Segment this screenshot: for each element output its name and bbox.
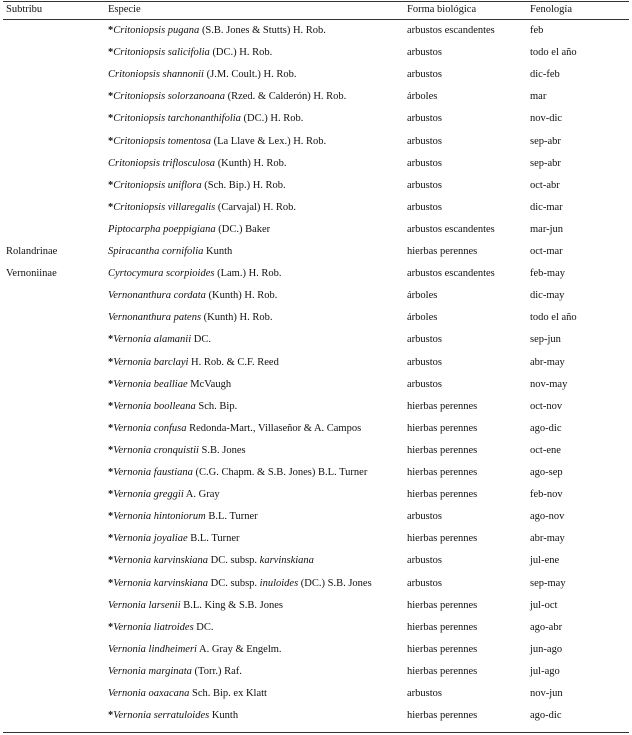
table-row: [0, 617, 632, 639]
species-name: Vernonanthura patens: [108, 312, 202, 324]
table-row: [0, 131, 632, 153]
header-forma-biologica: Forma biológica: [407, 4, 477, 15]
cell-forma-biologica: arbustos: [407, 201, 442, 213]
cell-especie: [108, 197, 296, 219]
cell-forma-biologica: arbustos escandentes: [407, 268, 495, 280]
species-name: Critoniopsis tarchonanthifolia: [113, 113, 241, 125]
subspecies-name: inuloides: [259, 577, 299, 589]
cell-forma-biologica: árboles: [407, 312, 438, 324]
cell-fenologia: ago-nov: [530, 511, 565, 523]
cell-especie: [108, 617, 214, 639]
table-row: [0, 595, 632, 617]
cell-fenologia: todo el año: [530, 47, 577, 59]
table-row: [0, 153, 632, 175]
species-name: Vernonanthura cordata: [108, 290, 206, 302]
cell-fenologia: ago-dic: [530, 422, 562, 434]
species-author: (Rzed. & Calderón) H. Rob.: [224, 91, 347, 103]
cell-fenologia: oct-ene: [530, 444, 561, 456]
species-author: (Lam.) H. Rob.: [214, 268, 282, 280]
species-name: Critoniopsis pugana: [113, 25, 200, 36]
species-author: (C.G. Chapm. & S.B. Jones) B.L. Turner: [192, 467, 368, 478]
cell-fenologia: ago-dic: [530, 710, 562, 722]
endemic-mark: *: [108, 47, 114, 59]
cell-forma-biologica: arbustos: [407, 378, 442, 390]
cell-fenologia: dic-mar: [530, 201, 563, 213]
cell-subtribu: Rolandrinae: [6, 246, 58, 257]
table-row: [0, 374, 632, 396]
cell-especie: [108, 374, 231, 396]
species-name: Vernonia barclayi: [113, 356, 189, 368]
endemic-mark: *: [108, 113, 114, 125]
species-name: Critoniopsis uniflora: [113, 179, 202, 191]
endemic-mark: *: [108, 91, 114, 103]
table-row: [0, 418, 632, 440]
table-row: [0, 175, 632, 197]
cell-fenologia: nov-dic: [530, 113, 563, 125]
species-author: B.L. King & S.B. Jones: [180, 599, 284, 611]
cell-especie: [108, 418, 361, 440]
species-author: McVaugh: [187, 378, 232, 390]
cell-fenologia: abr-may: [530, 356, 565, 368]
cell-forma-biologica: hierbas perennes: [407, 643, 478, 655]
cell-especie: [108, 86, 346, 108]
species-author: DC. subsp.: [208, 555, 260, 567]
header-subtribu: Subtribu: [6, 4, 43, 15]
cell-fenologia: sep-abr: [530, 135, 561, 147]
cell-especie: [108, 595, 283, 617]
cell-fenologia: oct-mar: [530, 246, 563, 257]
table-row: [0, 484, 632, 506]
cell-fenologia: sep-may: [530, 577, 566, 589]
cell-fenologia: jul-ene: [530, 555, 560, 567]
table-row: [0, 197, 632, 219]
cell-especie: [108, 219, 270, 241]
bottom-rule: [3, 732, 629, 733]
endemic-mark: *: [108, 489, 114, 501]
table-row: [0, 661, 632, 683]
cell-fenologia: oct-abr: [530, 179, 560, 191]
cell-fenologia: nov-jun: [530, 688, 563, 699]
species-author: B.L. Turner: [187, 533, 240, 545]
cell-especie: [108, 661, 242, 683]
species-name: Critoniopsis triflosculosa: [108, 157, 216, 169]
table-row: [0, 506, 632, 528]
species-name: Vernonia faustiana: [113, 467, 193, 478]
endemic-mark: *: [108, 422, 114, 434]
cell-forma-biologica: árboles: [407, 91, 438, 103]
species-name: Critoniopsis tomentosa: [113, 135, 211, 147]
cell-fenologia: sep-jun: [530, 334, 561, 346]
cell-especie: [108, 705, 238, 727]
species-name: Vernonia joyaliae: [113, 533, 188, 545]
cell-especie: [108, 285, 277, 307]
endemic-mark: *: [108, 135, 114, 147]
cell-forma-biologica: hierbas perennes: [407, 533, 478, 545]
cell-forma-biologica: hierbas perennes: [407, 444, 478, 456]
cell-especie: [108, 462, 367, 484]
cell-fenologia: todo el año: [530, 312, 577, 324]
table-row: [0, 20, 632, 42]
cell-subtribu: Vernoniinae: [6, 268, 57, 280]
cell-forma-biologica: hierbas perennes: [407, 599, 478, 611]
cell-especie: [108, 440, 246, 462]
cell-fenologia: feb: [530, 25, 544, 36]
subspecies-name: karvinskiana: [259, 555, 314, 567]
species-author: (Kunth) H. Rob.: [205, 290, 278, 302]
species-name: Vernonia greggii: [113, 489, 184, 501]
endemic-mark: *: [108, 179, 114, 191]
cell-especie: [108, 550, 314, 572]
species-name: Vernonia boolleana: [113, 400, 196, 412]
cell-fenologia: mar-jun: [530, 223, 564, 235]
cell-fenologia: nov-may: [530, 378, 568, 390]
cell-forma-biologica: hierbas perennes: [407, 400, 478, 412]
species-name: Vernonia liatroides: [113, 621, 194, 633]
cell-especie: [108, 683, 267, 705]
table-row: [0, 573, 632, 595]
species-name: Vernonia bealliae: [113, 378, 188, 390]
table-row: [0, 440, 632, 462]
species-name: Vernonia hintoniorum: [113, 511, 206, 523]
species-author: H. Rob. & C.F. Reed: [188, 356, 279, 368]
cell-especie: [108, 42, 272, 64]
cell-forma-biologica: arbustos: [407, 69, 442, 81]
species-name: Spiracantha cornifolia: [108, 246, 204, 257]
cell-fenologia: jun-ago: [530, 643, 563, 655]
cell-forma-biologica: hierbas perennes: [407, 467, 478, 478]
cell-especie: [108, 20, 326, 42]
species-author: Sch. Bip. ex Klatt: [189, 688, 267, 699]
cell-forma-biologica: arbustos: [407, 356, 442, 368]
cell-forma-biologica: arbustos escandentes: [407, 223, 495, 235]
cell-especie: [108, 329, 211, 351]
endemic-mark: *: [108, 621, 114, 633]
species-name: Vernonia cronquistii: [113, 444, 199, 456]
species-author: (Kunth) H. Rob.: [201, 312, 273, 324]
cell-especie: [108, 639, 282, 661]
cell-fenologia: feb-nov: [530, 489, 563, 501]
endemic-mark: *: [108, 25, 114, 36]
cell-forma-biologica: hierbas perennes: [407, 621, 478, 633]
species-author: (Carvajal) H. Rob.: [215, 201, 297, 213]
species-name: Piptocarpha poeppigiana: [108, 223, 216, 235]
cell-fenologia: feb-may: [530, 268, 565, 280]
species-name: Vernonia confusa: [113, 422, 187, 434]
cell-forma-biologica: hierbas perennes: [407, 665, 478, 677]
cell-forma-biologica: arbustos: [407, 157, 442, 169]
table-row: [0, 263, 632, 285]
cell-forma-biologica: hierbas perennes: [407, 246, 478, 257]
table-row: [0, 329, 632, 351]
cell-fenologia: ago-sep: [530, 467, 563, 478]
species-author: (DC.) H. Rob.: [240, 113, 304, 125]
table-row: [0, 86, 632, 108]
header-especie: Especie: [108, 4, 141, 15]
species-name: Vernonia lindheimeri: [108, 643, 197, 655]
cell-especie: [108, 506, 258, 528]
species-name: Critoniopsis salicifolia: [113, 47, 210, 59]
endemic-mark: *: [108, 533, 114, 545]
cell-forma-biologica: arbustos: [407, 334, 442, 346]
table-row: [0, 108, 632, 130]
cell-forma-biologica: árboles: [407, 290, 438, 302]
species-name: Critoniopsis solorzanoana: [113, 91, 225, 103]
table-row: [0, 352, 632, 374]
cell-forma-biologica: arbustos: [407, 688, 442, 699]
cell-forma-biologica: arbustos: [407, 179, 442, 191]
endemic-mark: *: [108, 334, 114, 346]
endemic-mark: *: [108, 201, 114, 213]
species-author: (S.B. Jones & Stutts) H. Rob.: [199, 25, 326, 36]
species-author: DC.: [193, 621, 214, 633]
species-author: (Sch. Bip.) H. Rob.: [201, 179, 286, 191]
table-row: [0, 639, 632, 661]
species-author: A. Gray: [183, 489, 220, 501]
species-author: Kunth: [209, 710, 239, 722]
species-author: (La Llave & Lex.) H. Rob.: [210, 135, 327, 147]
cell-especie: [108, 396, 237, 418]
species-author: Kunth: [203, 246, 233, 257]
endemic-mark: *: [108, 356, 114, 368]
species-name: Vernonia alamanii: [113, 334, 192, 346]
table-row: [0, 307, 632, 329]
header-fenologia: Fenología: [530, 4, 572, 15]
cell-fenologia: mar: [530, 91, 547, 103]
table-row: [0, 683, 632, 705]
endemic-mark: *: [108, 511, 114, 523]
species-name: Critoniopsis shannonii: [108, 69, 204, 81]
endemic-mark: *: [108, 400, 114, 412]
cell-especie: [108, 241, 232, 263]
cell-forma-biologica: hierbas perennes: [407, 710, 478, 722]
species-name: Cyrtocymura scorpioides: [108, 268, 215, 280]
cell-especie: [108, 352, 279, 374]
species-author: A. Gray & Engelm.: [196, 643, 282, 655]
species-name: Vernonia marginata: [108, 665, 192, 677]
cell-especie: [108, 528, 240, 550]
endemic-mark: *: [108, 577, 114, 589]
cell-forma-biologica: arbustos: [407, 113, 442, 125]
cell-forma-biologica: arbustos: [407, 47, 442, 59]
endemic-mark: *: [108, 378, 114, 390]
cell-especie: [108, 263, 282, 285]
endemic-mark: *: [108, 444, 114, 456]
species-name: Critoniopsis villaregalis: [113, 201, 216, 213]
species-author: (DC.) H. Rob.: [209, 47, 273, 59]
cell-forma-biologica: arbustos: [407, 555, 442, 567]
species-name: Vernonia karvinskiana: [113, 555, 209, 567]
table-row: [0, 396, 632, 418]
cell-forma-biologica: arbustos: [407, 135, 442, 147]
species-name: Vernonia serratuloides: [113, 710, 210, 722]
cell-especie: [108, 175, 286, 197]
endemic-mark: *: [108, 555, 114, 567]
table-row: [0, 550, 632, 572]
cell-forma-biologica: arbustos escandentes: [407, 25, 495, 36]
table-row: [0, 219, 632, 241]
cell-fenologia: sep-abr: [530, 157, 561, 169]
cell-fenologia: abr-may: [530, 533, 565, 545]
cell-especie: [108, 131, 326, 153]
species-author: Sch. Bip.: [195, 400, 238, 412]
species-author: Redonda-Mart., Villaseñor & A. Campos: [186, 422, 362, 434]
cell-forma-biologica: arbustos: [407, 577, 442, 589]
species-author: DC. subsp.: [208, 577, 260, 589]
cell-especie: [108, 108, 303, 130]
table-row: [0, 705, 632, 727]
species-author: (DC.) Baker: [215, 223, 271, 235]
table-row: [0, 462, 632, 484]
species-name: Vernonia larsenii: [108, 599, 181, 611]
cell-fenologia: jul-ago: [530, 665, 560, 677]
species-author: S.B. Jones: [198, 444, 246, 456]
cell-fenologia: ago-abr: [530, 621, 563, 633]
cell-especie: [108, 153, 287, 175]
species-author: B.L. Turner: [205, 511, 258, 523]
table-row: [0, 528, 632, 550]
table-row: [0, 285, 632, 307]
cell-especie: [108, 64, 296, 86]
species-author: (Kunth) H. Rob.: [215, 157, 287, 169]
species-name: Vernonia karvinskiana: [113, 577, 209, 589]
cell-fenologia: dic-feb: [530, 69, 560, 81]
species-author: (Torr.) Raf.: [191, 665, 242, 677]
cell-forma-biologica: hierbas perennes: [407, 422, 478, 434]
species-author: DC.: [191, 334, 211, 346]
subspecies-author: (DC.) S.B. Jones: [298, 577, 372, 589]
species-author: (J.M. Coult.) H. Rob.: [203, 69, 297, 81]
cell-fenologia: jul-oct: [530, 599, 558, 611]
cell-especie: [108, 307, 273, 329]
cell-forma-biologica: arbustos: [407, 511, 442, 523]
species-name: Vernonia oaxacana: [108, 688, 190, 699]
table-row: [0, 64, 632, 86]
table-row: [0, 241, 632, 263]
cell-forma-biologica: hierbas perennes: [407, 489, 478, 501]
cell-especie: [108, 573, 372, 595]
endemic-mark: *: [108, 710, 114, 722]
table-row: [0, 42, 632, 64]
table-header: [0, 0, 632, 19]
endemic-mark: *: [108, 467, 114, 478]
cell-especie: [108, 484, 220, 506]
cell-fenologia: dic-may: [530, 290, 565, 302]
cell-fenologia: oct-nov: [530, 400, 563, 412]
